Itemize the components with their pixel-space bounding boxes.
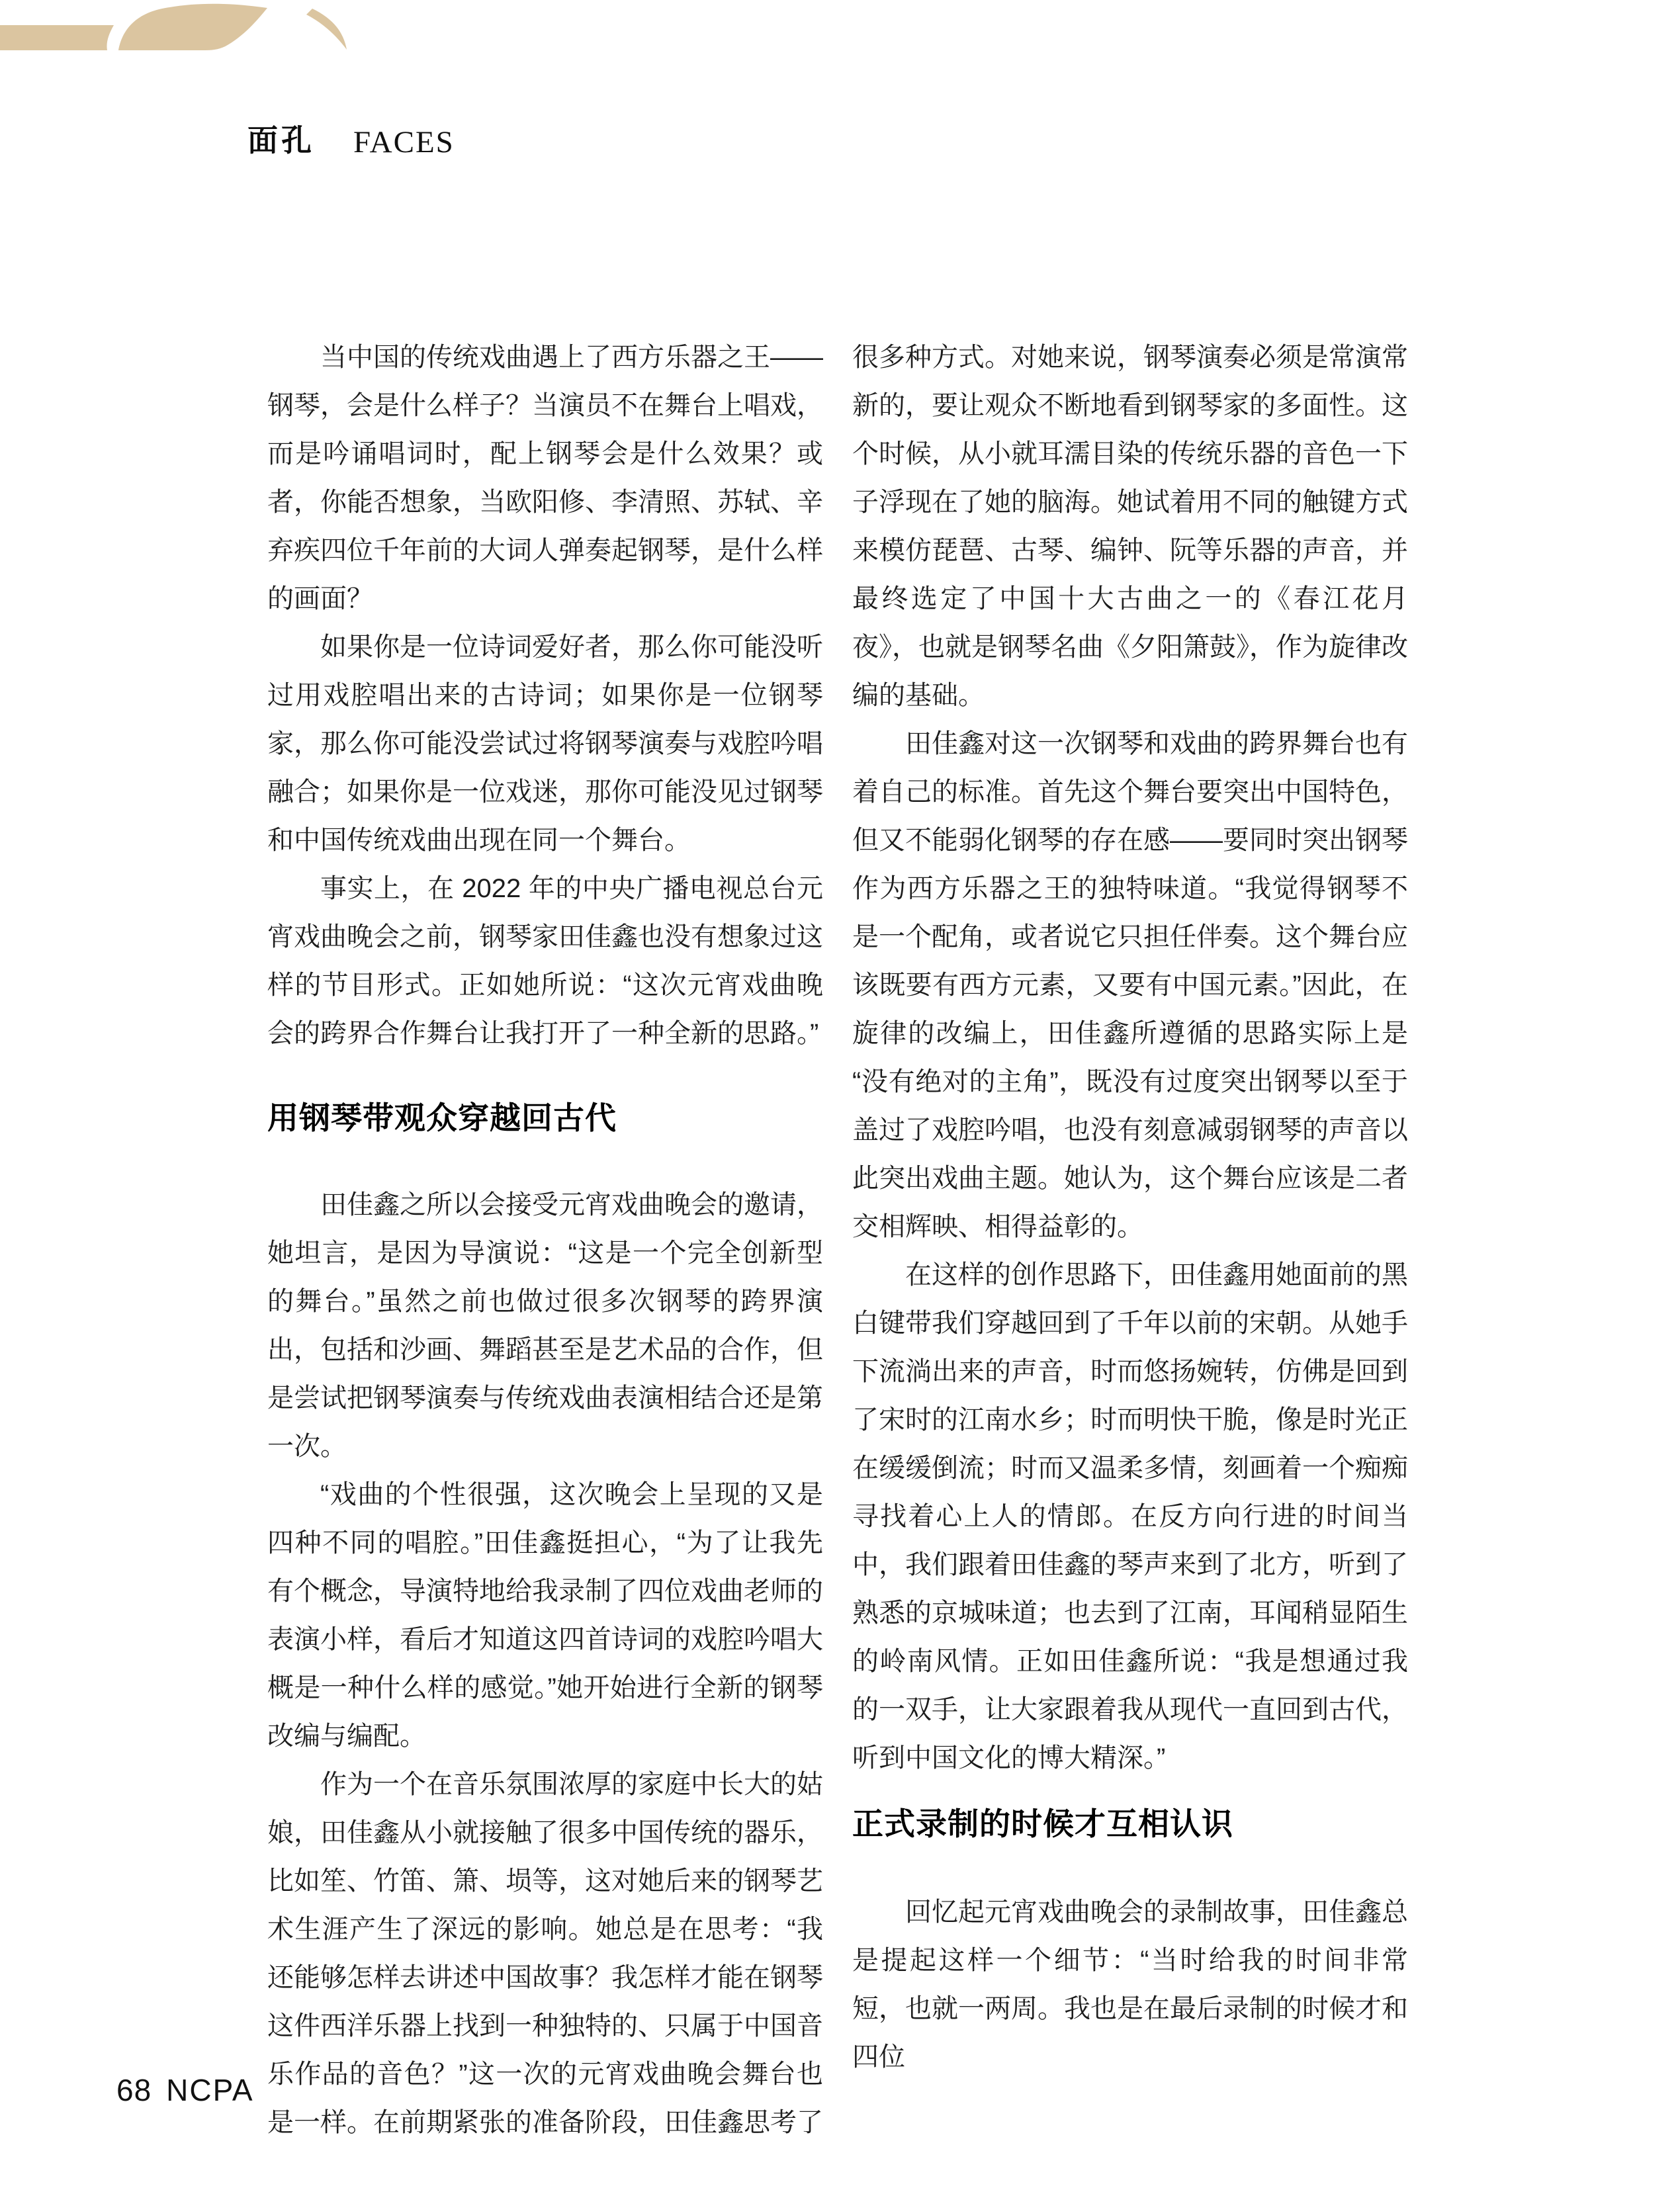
header-bar-shape: [0, 25, 114, 50]
paragraph: “戏曲的个性很强，这次晚会上呈现的又是四种不同的唱腔。”田佳鑫挺担心，“为了让我先有个概念，导演特地给我录制了四位戏曲老师的表演小样，看后才知道这四首诗词的戏腔吟唱大概是一种什么样的感觉。”她开始进行全新的钢琴改编与编配。: [267, 1480, 823, 1751]
paragraph: 事实上，在 2022 年的中央广播电视总台元宵戏曲晚会之前，钢琴家田佳鑫也没有想象过这样的节目形式。正如她所说：“这次元宵戏曲晚会的跨界合作舞台让我打开了一种全新的思路。”: [267, 874, 823, 1048]
subheading-met-at-recording: 正式录制的时候才互相认识: [852, 1806, 1233, 1841]
section-title-en: FACES: [353, 125, 455, 159]
page-footer: [116, 2072, 254, 2108]
page-number: 68: [116, 2073, 152, 2107]
paragraph: 田佳鑫之所以会接受元宵戏曲晚会的邀请，她坦言，是因为导演说：“这是一个完全创新型的舞台。”虽然之前也做过很多次钢琴的跨界演出，包括和沙画、舞蹈甚至是艺术品的合作，但是尝试把钢琴演奏与传统戏曲表演相结合还是第一次。: [267, 1190, 823, 1461]
paragraph: 如果你是一位诗词爱好者，那么你可能没听过用戏腔唱出来的古诗词；如果你是一位钢琴家，那么你可能没尝试过将钢琴演奏与戏腔吟唱融合；如果你是一位戏迷，那你可能没见过钢琴和中国传统戏曲出现在同一个舞台。: [267, 633, 823, 855]
header-swoosh-shape: [306, 9, 347, 50]
right-column: [852, 333, 1408, 2081]
paragraph: 很多种方式。对她来说，钢琴演奏必须是常演常新的，要让观众不断地看到钢琴家的多面性。这个时候，从小就耳濡目染的传统乐器的音色一下子浮现在了她的脑海。她试着用不同的触键方式来模仿琵琶、古琴、编钟、阮等乐器的声音，并最终选定了中国十大古曲之一的《春江花月夜》，也就是钢琴名曲《夕阳箫鼓》，作为旋律改编的基础。: [852, 343, 1408, 710]
header-leaf-shape: [118, 4, 267, 50]
left-column: [267, 333, 823, 2147]
magazine-brand: NCPA: [166, 2073, 254, 2107]
paragraph: 在这样的创作思路下，田佳鑫用她面前的黑白键带我们穿越回到了千年以前的宋朝。从她手下流淌出来的声音，时而悠扬婉转，仿佛是回到了宋时的江南水乡；时而明快干脆，像是时光正在缓缓倒流；时而又温柔多情，刻画着一个痴痴寻找着心上人的情郎。在反方向行进的时间当中，我们跟着田佳鑫的琴声来到了北方，听到了熟悉的京城味道；也去到了江南，耳闻稍显陌生的岭南风情。正如田佳鑫所说：“我是想通过我的一双手，让大家跟着我从现代一直回到古代，听到中国文化的博大精深。”: [852, 1260, 1408, 1772]
paragraph: 作为一个在音乐氛围浓厚的家庭中长大的姑娘，田佳鑫从小就接触了很多中国传统的器乐，比如笙、竹笛、箫、埙等，这对她后来的钢琴艺术生涯产生了深远的影响。她总是在思考：“我还能够怎样去讲述中国故事？我怎样才能在钢琴这件西洋乐器上找到一种独特的、只属于中国音乐作品的音色？”这一次的元宵戏曲晚会舞台也是一样。在前期紧张的准备阶段，田佳鑫思考了: [267, 1770, 823, 2137]
paragraph: 田佳鑫对这一次钢琴和戏曲的跨界舞台也有着自己的标准。首先这个舞台要突出中国特色，但又不能弱化钢琴的存在感——要同时突出钢琴作为西方乐器之王的独特味道。“我觉得钢琴不是一个配角，或者说它只担任伴奏。这个舞台应该既要有西方元素，又要有中国元素。”因此，在旋律的改编上，田佳鑫所遵循的思路实际上是“没有绝对的主角”，既没有过度突出钢琴以至于盖过了戏腔吟唱，也没有刻意减弱钢琴的声音以此突出戏曲主题。她认为，这个舞台应该是二者交相辉映、相得益彰的。: [852, 729, 1408, 1241]
section-title-cn: 面孔: [247, 123, 315, 157]
paragraph: 回忆起元宵戏曲晚会的录制故事，田佳鑫总是提起这样一个细节：“当时给我的时间非常短，也就一两周。我也是在最后录制的时候才和四位: [852, 1898, 1408, 2072]
page-header: [0, 0, 463, 73]
subheading-piano-time-travel: 用钢琴带观众穿越回古代: [267, 1100, 617, 1135]
paragraph: 当中国的传统戏曲遇上了西方乐器之王——钢琴，会是什么样子？当演员不在舞台上唱戏，而是吟诵唱词时，配上钢琴会是什么效果？或者，你能否想象，当欧阳修、李清照、苏轼、辛弃疾四位千年前的大词人弹奏起钢琴，是什么样的画面？: [267, 343, 823, 613]
